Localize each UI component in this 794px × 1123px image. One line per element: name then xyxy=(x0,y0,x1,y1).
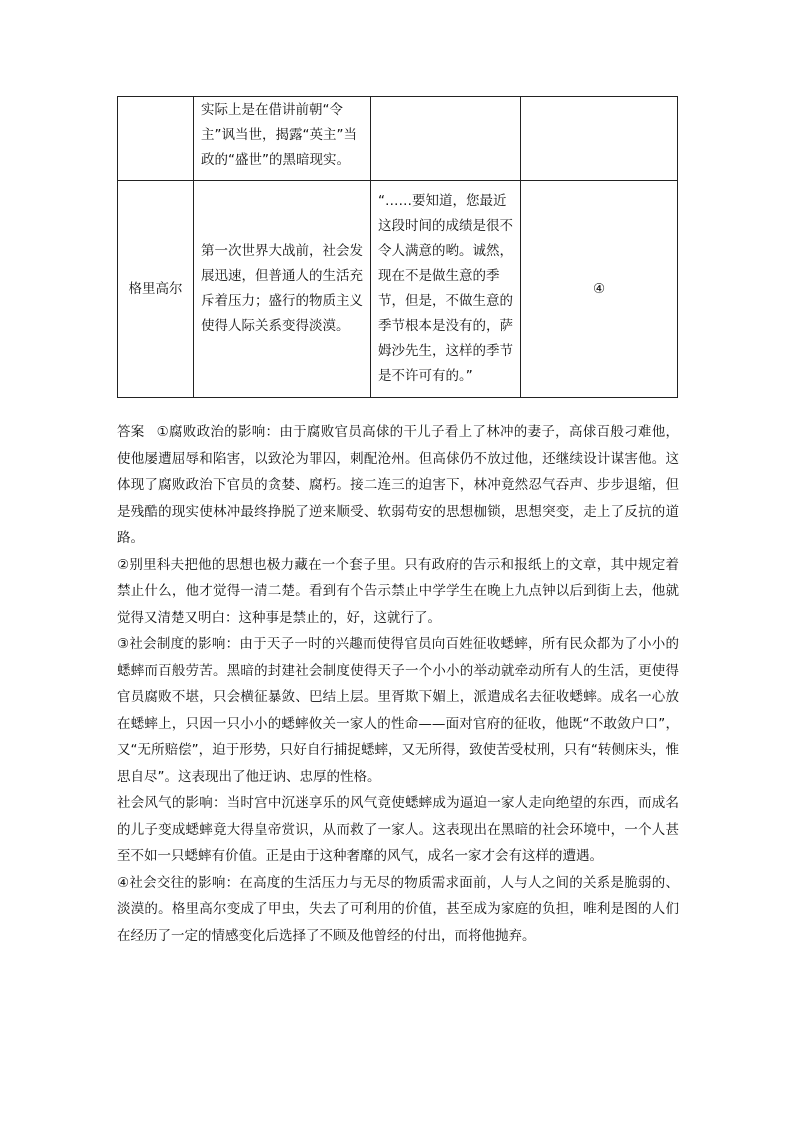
answer-label: 答案 xyxy=(117,424,145,440)
table-cell-analysis: ④ xyxy=(521,181,678,398)
answer-paragraph-3: ③社会制度的影响：由于天子一时的兴趣而使得官员向百姓征收蟋蟀，所有民众都为了小小的蟋蟀而百般劳苦。黑暗的封建社会制度使得天子一个小小的举动就牵动所有人的生活，更使得官员腐败不堪，只会横征暴敛、巴结上层。里胥欺下媚上，派遣成名去征收蟋蟀。成名一心放在蟋蟀上，只因一只小小的蟋蟀攸关一家人的性命——面对官府的征收，他既“不敢敛户口”，又“无所赔偿”，迫于形势，只好自行捕捉蟋蟀，又无所得，致使苦受杖刑，只有“转侧床头，惟思自尽”。这表现出了他迂讷、忠厚的性格。 xyxy=(117,636,679,785)
analysis-table xyxy=(117,96,678,398)
table-row xyxy=(118,181,678,398)
answer-paragraph-2: ②别里科夫把他的思想也极力藏在一个套子里。只有政府的告示和报纸上的文章，其中规定着禁止什么，他才觉得一清二楚。看到有个告示禁止中学学生在晚上九点钟以后到街上去，他就觉得又清楚又明白：这种事是禁止的，好，这就行了。 xyxy=(117,556,679,626)
answer-paragraph-5: ④社会交往的影响：在高度的生活压力与无尽的物质需求面前，人与人之间的关系是脆弱的、淡漠的。格里高尔变成了甲虫，失去了可利用的价值，甚至成为家庭的负担，唯利是图的人们在经历了一定的情感变化后选择了不顾及他曾经的付出，而将他抛弃。 xyxy=(117,874,679,944)
table-cell-character xyxy=(118,97,194,181)
table-cell-background: 实际上是在借讲前朝“令主”讽当世，揭露“英主”当政的“盛世”的黑暗现实。 xyxy=(194,97,371,181)
table-cell-analysis xyxy=(521,97,678,181)
answer-section xyxy=(117,419,679,949)
answer-text: ①腐败政治的影响：由于腐败官员高俅的干儿子看上了林冲的妻子，高俅百般刁难他，使他屡遭屈辱和陷害，以致沦为罪囚，刺配沧州。但高俅仍不放过他，还继续设计谋害他。这体现了腐败政治下官员的贪婪、腐朽。接二连三的迫害下，林冲竟然忍气吞声、步步退缩，但是残酷的现实使林冲最终挣脱了逆来顺受、软弱苟安的思想枷锁，思想突变，走上了反抗的道路。 xyxy=(117,424,680,546)
table-cell-quote: “……要知道，您最近这段时间的成绩是很不令人满意的哟。诚然，现在不是做生意的季节，但是，不做生意的季节根本是没有的，萨姆沙先生，这样的季节是不许可有的。” xyxy=(371,181,521,398)
table-cell-background: 第一次世界大战前，社会发展迅速，但普通人的生活充斥着压力；盛行的物质主义使得人际关系变得淡漠。 xyxy=(194,181,371,398)
answer-paragraph-4: 社会风气的影响：当时宫中沉迷享乐的风气竟使蟋蟀成为逼迫一家人走向绝望的东西，而成名的儿子变成蟋蟀竟大得皇帝赏识，从而救了一家人。这表现出在黑暗的社会环境中，一个人甚至不如一只蟋蟀有价值。正是由于这种奢靡的风气，成名一家才会有这样的遭遇。 xyxy=(117,795,679,864)
table-cell-quote xyxy=(371,97,521,181)
answer-paragraph-1 xyxy=(117,419,679,552)
table-row xyxy=(118,97,678,181)
table-cell-character: 格里高尔 xyxy=(118,181,194,398)
